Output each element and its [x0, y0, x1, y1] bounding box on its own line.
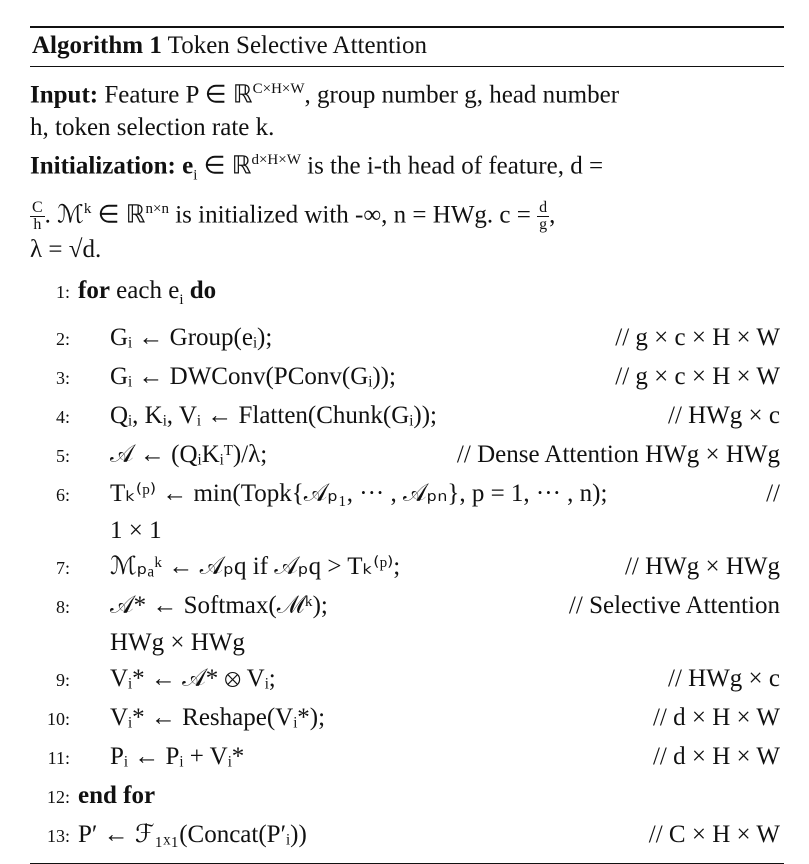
step-text: 𝒜 ← (QᵢKᵢᵀ)/λ; [110, 440, 268, 468]
init-line1-rest: is the i-th head of feature, d = [300, 152, 604, 180]
step-number: 11: [47, 747, 70, 768]
init-line1-b: ∈ ℝ [197, 152, 252, 180]
step-comment: // HWg × c [668, 664, 780, 692]
init-line2-rest: . ℳ [44, 200, 84, 228]
step-number: 5: [55, 445, 70, 466]
algorithm-step [30, 358, 784, 397]
step-number: 6: [55, 484, 70, 505]
algorithm-step [30, 436, 784, 475]
input-line2: h, token selection rate k. [30, 114, 275, 142]
algorithm-step [30, 816, 784, 855]
step-comment: // Dense Attention HWg × HWg [456, 440, 780, 468]
step-comment: // Selective Attention [568, 591, 780, 619]
step-number: 1: [55, 281, 70, 302]
step-comment: // d × H × W [652, 703, 780, 731]
algorithm-step [30, 319, 784, 358]
step-comment: // [766, 479, 780, 507]
step-comment: // g × c × H × W [615, 362, 780, 390]
input-label: Input: [30, 81, 99, 109]
step-number: 8: [55, 596, 70, 617]
step-number: 9: [55, 669, 70, 690]
step-number: 12: [46, 786, 70, 807]
step-continuation: HWg × HWg [110, 628, 245, 656]
input-line1-sup: C×H×W [252, 81, 305, 97]
init-line2-c: is initialized with -∞, n = HWg. c = [168, 200, 538, 228]
init-line1-sup: d×H×W [251, 152, 301, 169]
step-comment: // HWg × HWg [624, 552, 780, 580]
step-number: 3: [55, 367, 70, 388]
algorithm-step [30, 587, 784, 626]
input-block: Input: Feature P ∈ ℝ$^{C\times H\times W}$, group number g, head number h, token selection rate k. Initialization: $e_i$ ∈ ℝ$^{d\times H\times W}$ is the i-th head of feature, d = $\frac{C}{h}$ . ℳ$^k$ ∈ ℝ$^{n\times n}$ is initialized with -∞, n = HWg. c = $\frac{d}{g}$ , λ = √d. [30, 67, 784, 266]
step-comment: // d × H × W [652, 742, 780, 770]
step-text: ℳₚₐᵏ ← 𝒜ₚq if 𝒜ₚq > Tₖ⁽ᵖ⁾; [110, 552, 401, 580]
init-frac-d-g: $\frac{d}{g}$ [539, 198, 548, 233]
algorithm-step [30, 660, 784, 699]
step-text: for each $e_i$ do [78, 276, 217, 308]
step-continuation: 1 × 1 [110, 516, 162, 544]
algorithm-step [30, 699, 784, 738]
step-comment: // g × c × H × W [615, 323, 780, 351]
init-frac-c-h: $\frac{C}{h}$ [32, 198, 43, 233]
step-number: 13: [46, 825, 70, 846]
step-text: end for [78, 781, 156, 809]
init-e: e [182, 152, 194, 180]
step-text: Pᵢ ← Pᵢ + Vᵢ* [110, 742, 245, 770]
step-number: 7: [55, 557, 70, 578]
input-line1: Feature P ∈ ℝ [104, 81, 253, 109]
init-line3: λ = √d. [30, 235, 102, 263]
algorithm-step [30, 777, 784, 816]
step-text: Gᵢ ← DWConv(PConv(Gᵢ)); [110, 362, 396, 390]
step-text: P′ ← ℱ₁ₓ₁(Concat(P′ᵢ)) [78, 820, 307, 848]
step-text: Qᵢ, Kᵢ, Vᵢ ← Flatten(Chunk(Gᵢ)); [110, 401, 437, 429]
algorithm-step [30, 397, 784, 436]
algorithm-step [30, 272, 784, 319]
init-e-sub: i [193, 167, 198, 184]
init-line2-sup: k [83, 200, 92, 217]
algorithm-step [30, 475, 784, 514]
step-text: Vᵢ* ← 𝒜* ⊗ Vᵢ; [110, 664, 276, 692]
init-line2-sup2: n×n [145, 200, 169, 217]
algorithm-step [30, 548, 784, 587]
algorithm-name: Token Selective Attention [167, 32, 427, 59]
step-text: 𝒜* ← Softmax(ℳᵏ); [110, 591, 328, 619]
algorithm-steps [30, 272, 784, 855]
algorithm-box [30, 26, 784, 864]
algorithm-step [30, 738, 784, 777]
input-line1-rest: , group number g, head number [304, 81, 620, 109]
algorithm-label: Algorithm 1 [32, 32, 162, 59]
step-text: Tₖ⁽ᵖ⁾ ← min(Topk{𝒜ₚ₁, ··· , 𝒜ₚₙ}, p = 1, ··· , n); [110, 479, 608, 507]
step-text: Vᵢ* ← Reshape(Vᵢ*); [110, 703, 326, 731]
step-number: 10: [46, 708, 70, 729]
step-number: 4: [55, 406, 70, 427]
init-line2-b: ∈ ℝ [91, 200, 146, 228]
step-number: 2: [55, 328, 70, 349]
step-comment: // HWg × c [668, 401, 780, 429]
algorithm-title [30, 28, 784, 66]
step-text: Gᵢ ← Group(eᵢ); [110, 323, 273, 351]
step-comment: // C × H × W [648, 820, 780, 848]
init-label: Initialization: [30, 152, 176, 180]
